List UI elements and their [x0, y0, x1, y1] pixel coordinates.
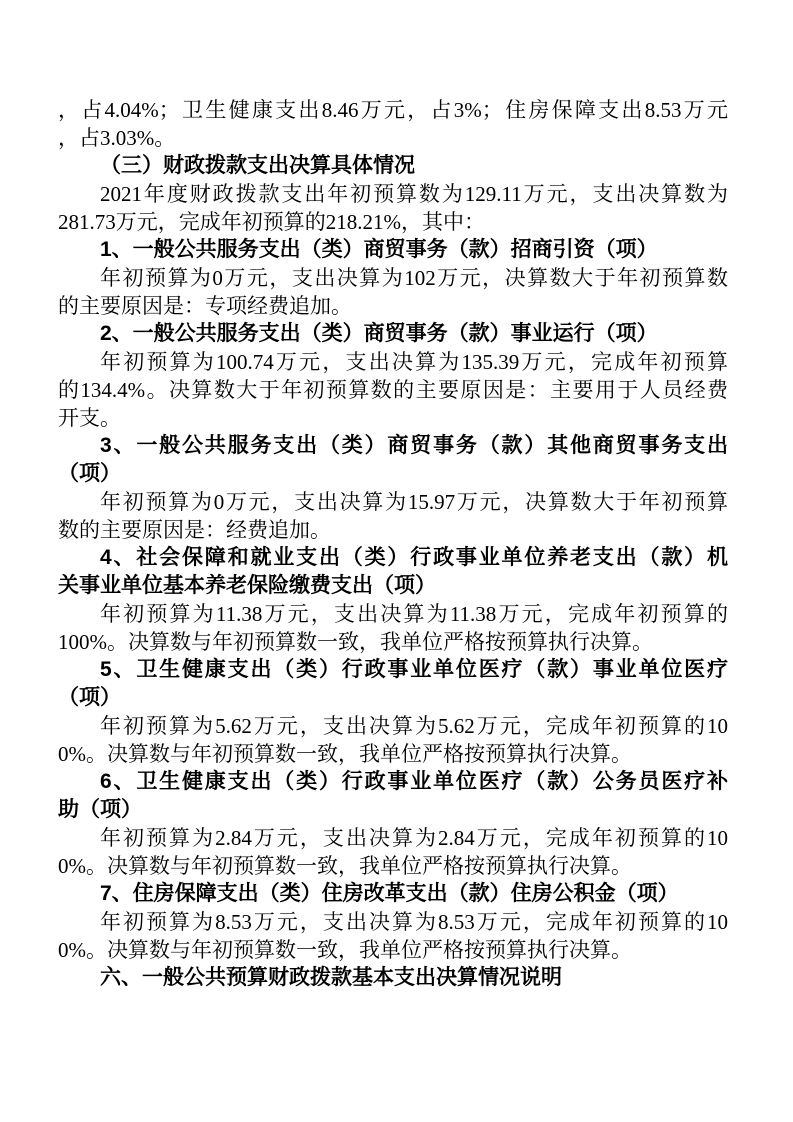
heading-line: 1、一般公共服务支出（类）商贸事务（款）招商引资（项）	[100, 238, 658, 261]
text-line: ，占4.04%；卫生健康支出8.46万元，占3%；住房保障支出8.53万元	[58, 98, 728, 122]
text-line: 年初预算为2.84万元，支出决算为2.84万元，完成年初预算的10	[100, 826, 728, 850]
text-line: ，占3.03%。	[58, 126, 176, 150]
text-line: 年初预算为8.53万元，支出决算为8.53万元，完成年初预算的10	[100, 910, 728, 934]
heading-line: 3、一般公共服务支出（类）商贸事务（款）其他商贸事务支出	[100, 434, 728, 457]
heading-line: 7、住房保障支出（类）住房改革支出（款）住房公积金（项）	[100, 882, 679, 905]
text-line: 年初预算为11.38万元，支出决算为11.38万元，完成年初预算的	[100, 602, 728, 626]
text-line: 的主要原因是：专项经费追加。	[58, 294, 352, 318]
text-line: 开支。	[58, 406, 121, 430]
heading-line: 关事业单位基本养老保险缴费支出（项）	[58, 574, 436, 597]
document-body	[58, 96, 728, 992]
heading-line: 六、一般公共预算财政拨款基本支出决算情况说明	[100, 966, 562, 989]
heading-line: 4、社会保障和就业支出（类）行政事业单位养老支出（款）机	[100, 546, 728, 569]
text-line: 0%。决算数与年初预算数一致，我单位严格按预算执行决算。	[58, 854, 632, 878]
text-line: 年初预算为0万元，支出决算为15.97万元，决算数大于年初预算	[100, 490, 728, 514]
text-line: 281.73万元，完成年初预算的218.21%，其中：	[58, 210, 485, 234]
text-line: 年初预算为100.74万元，支出决算为135.39万元，完成年初预算	[100, 350, 728, 374]
heading-line: （三）财政拨款支出决算具体情况	[100, 154, 415, 177]
heading-line: （项）	[58, 462, 121, 485]
text-line: 100%。决算数与年初预算数一致，我单位严格按预算执行决算。	[58, 630, 653, 654]
text-line: 0%。决算数与年初预算数一致，我单位严格按预算执行决算。	[58, 938, 632, 962]
text-line: 数的主要原因是：经费追加。	[58, 518, 331, 542]
text-line: 2021年度财政拨款支出年初预算数为129.11万元，支出决算数为	[100, 182, 728, 206]
text-line: 0%。决算数与年初预算数一致，我单位严格按预算执行决算。	[58, 742, 632, 766]
heading-line: 助（项）	[58, 798, 142, 821]
heading-line: 5、卫生健康支出（类）行政事业单位医疗（款）事业单位医疗	[100, 658, 728, 681]
text-line: 年初预算为0万元，支出决算为102万元，决算数大于年初预算数	[100, 266, 728, 290]
text-line: 的134.4%。决算数大于年初预算数的主要原因是：主要用于人员经费	[58, 378, 728, 402]
heading-line: 2、一般公共服务支出（类）商贸事务（款）事业运行（项）	[100, 322, 658, 345]
heading-line: 6、卫生健康支出（类）行政事业单位医疗（款）公务员医疗补	[100, 770, 728, 793]
heading-line: （项）	[58, 686, 121, 709]
text-line: 年初预算为5.62万元，支出决算为5.62万元，完成年初预算的10	[100, 714, 728, 738]
